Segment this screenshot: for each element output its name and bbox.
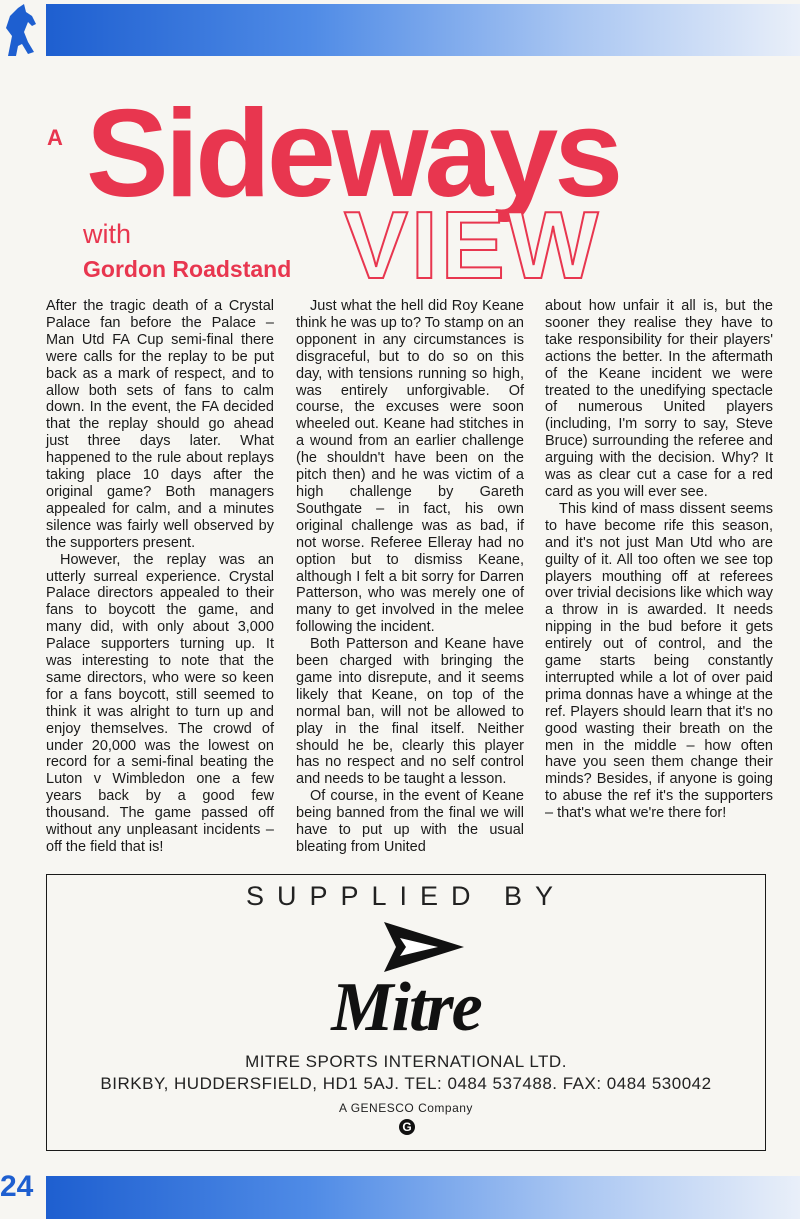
company-address: BIRKBY, HUDDERSFIELD, HD1 5AJ. TEL: 0484 537488. FAX: 0484 530042 — [100, 1074, 712, 1093]
paragraph: Both Patterson and Keane have been charged with bringing the game into disrepute, and it seems likely that Keane, on top of the normal ban, will not be allowed to play in the final itself. Neither should he be, clearly this player has no respect and no self control and needs to be taught a lesson. — [296, 636, 524, 788]
mitre-wordmark: Mitre — [331, 969, 481, 1046]
parent-company: A GENESCO Company — [339, 1101, 473, 1115]
bottom-color-band — [46, 1176, 800, 1219]
horse-mascot-logo-icon — [2, 2, 40, 60]
article-column-3 — [545, 298, 773, 822]
paragraph: This kind of mass dissent seems to have become rife this season, and it's not just Man Utd who are guilty of it. All too often we see top players mouthing off at referees over trivial decisions like which way a throw in is awarded. It needs nipping in the bud before it gets entirely out of control, and the game starts being constantly interrupted while a lot of over paid prima donnas have a whinge at the ref. Players should learn that it's no good wasting their breath on the men in the middle – how often have you seen them change their minds? Besides, if anyone is going to abuse the ref it's the supporters – that's what we're there for! — [545, 500, 773, 822]
paragraph: Of course, in the event of Keane being banned from the final we will have to put up with the usual bleating from United — [296, 788, 524, 855]
genesco-logo-icon: G — [399, 1119, 415, 1135]
paragraph: However, the replay was an utterly surreal experience. Crystal Palace directors appealed to their fans to boycott the game, and many did, with only about 3,000 Palace supporters turning up. It was interesting to note that the same directors, who were so keen for a fans boycott, still seemed to think it was alright to turn up and enjoy themselves. The crowd of under 20,000 was the lowest on record for a semi-final beating the Luton v Wimbledon one a few years back by a good few thousand. The game passed off without any unpleasant incidents – off the field that is! — [46, 551, 274, 855]
supplied-by-heading: SUPPLIED BY — [245, 881, 567, 911]
page-number: 24 — [0, 1170, 34, 1203]
top-color-band — [46, 4, 800, 56]
sponsor-advert — [46, 874, 766, 1151]
paragraph: After the tragic death of a Crystal Palace fan before the Palace – Man Utd FA Cup semi-final there were calls for the replay to be put back as a mark of respect, and to allow both sets of fans to calm down. In the event, the FA decided that the replay should go ahead just three days later. What happened to the rule about replays taking place 10 days after the original game? Both managers appealed for calm, and a minutes silence was fairly well observed by the supporters present. — [46, 298, 274, 551]
company-name: MITRE SPORTS INTERNATIONAL LTD. — [245, 1052, 567, 1071]
article-column-2 — [296, 298, 524, 856]
page-title: Sideways — [86, 85, 620, 223]
paragraph: about how unfair it all is, but the sooner they realise they have to take responsibility for their players' actions the better. In the aftermath of the Keane incident we were treated to the unedifying spectacle of numerous United players (including, I'm sorry to say, Steve Bruce) surrounding the referee and arguing with the decision. Why? It was as clear cut a case for a red card as you will ever see. — [545, 298, 773, 500]
title-kicker: A — [47, 125, 64, 150]
title-view-word: VIEW — [344, 192, 602, 299]
paragraph: Just what the hell did Roy Keane think he was up to? To stamp on an opponent in any circumstances is disgraceful, but to do so on this day, with tensions running so high, was entirely unforgivable. Of course, the excuses were soon wheeled out. Keane had stitches in a wound from an earlier challenge (he shouldn't have been on the pitch then) and he was victim of a high challenge by Gareth Southgate – in fact, his own original challenge was as bad, if not worse. Referee Elleray had no option but to dismiss Keane, although I felt a bit sorry for Darren Patterson, who was merely one of many to get involved in the melee following the incident. — [296, 298, 524, 636]
mitre-chevron-icon — [382, 920, 466, 974]
with-label: with — [83, 219, 132, 249]
author-byline: Gordon Roadstand — [83, 256, 292, 282]
article-column-1 — [46, 298, 274, 856]
